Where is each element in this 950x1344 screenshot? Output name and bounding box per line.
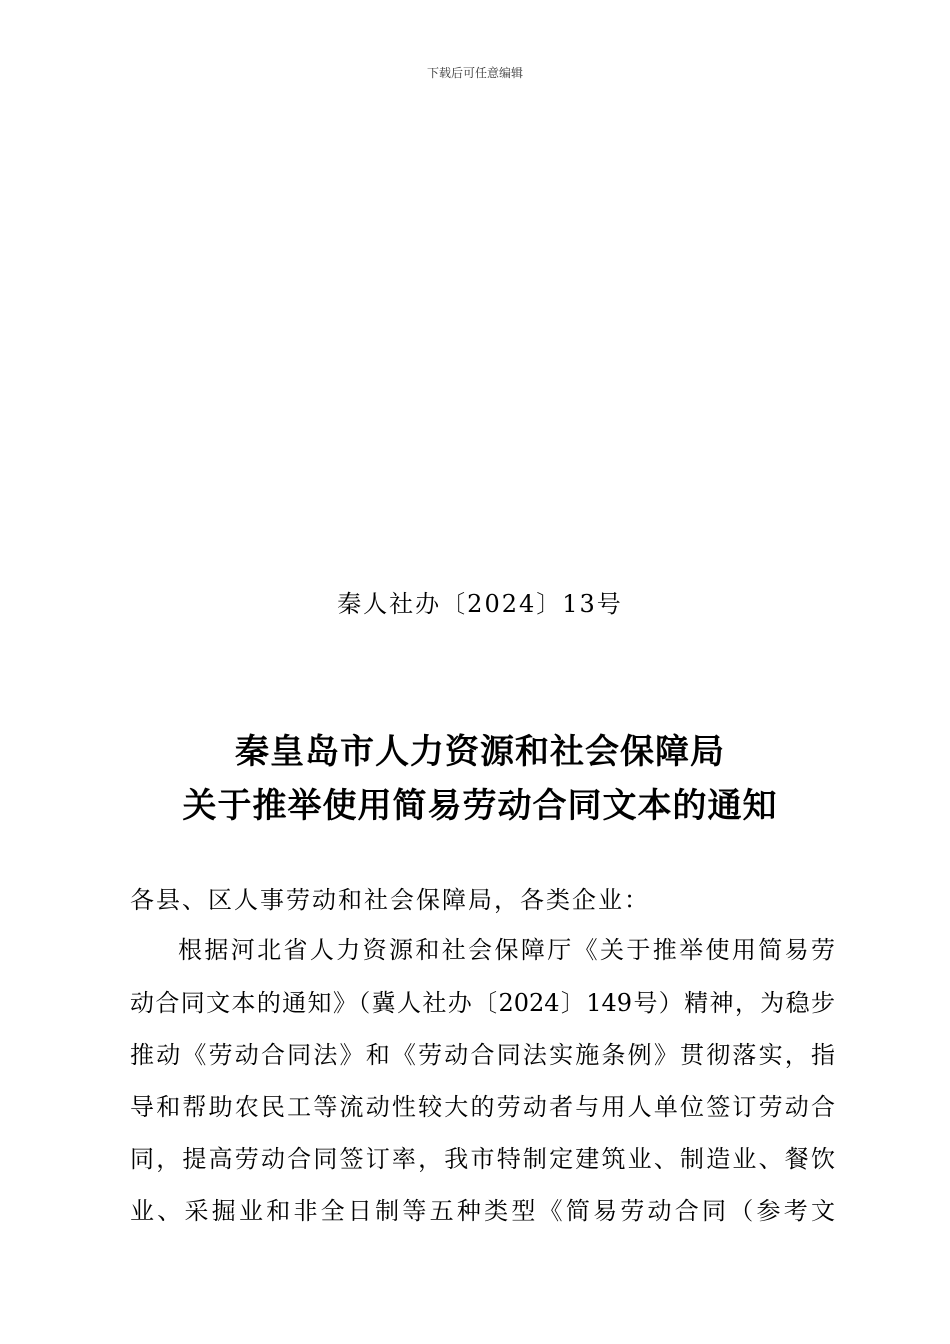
- body-line: 根据河北省人力资源和社会保障厅《关于推举使用简易劳: [178, 936, 835, 964]
- body-line: 同，提高劳动合同签订率，我市特制定建筑业、制造业、餐饮: [130, 1145, 835, 1173]
- document-title-line-2: 关于推举使用简易劳动合同文本的通知: [182, 786, 778, 826]
- document-title-line-1: 秦皇岛市人力资源和社会保障局: [235, 732, 725, 772]
- body-line: 导和帮助农民工等流动性较大的劳动者与用人单位签订劳动合: [130, 1093, 835, 1121]
- document-number: 秦人社办〔2024〕13号: [337, 590, 623, 618]
- body-line: 业、采掘业和非全日制等五种类型《简易劳动合同（参考文: [130, 1197, 835, 1225]
- body-line: 推动《劳动合同法》和《劳动合同法实施条例》贯彻落实，指: [130, 1041, 835, 1069]
- salutation: 各县、区人事劳动和社会保障局，各类企业：: [130, 886, 650, 914]
- body-line: 动合同文本的通知》（冀人社办〔2024〕149号）精神，为稳步: [130, 989, 835, 1017]
- header-note: 下载后可任意编辑: [426, 66, 523, 80]
